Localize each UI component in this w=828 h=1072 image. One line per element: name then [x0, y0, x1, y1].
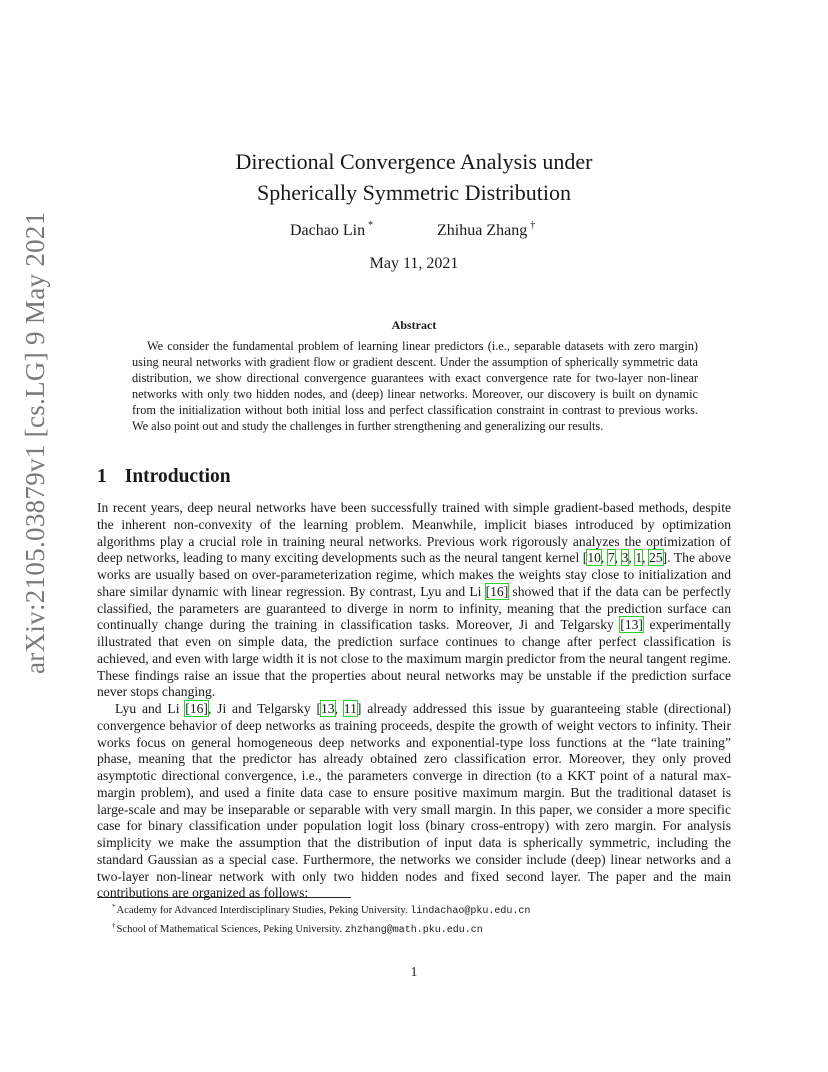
paragraph-text: already addressed this issue by guaranteeing stable (directional) convergence behavior of deep networks as training proceeds, despite the growth of weight vectors to infinity. Their works focus on general homogeneous deep networks and exponential-type loss functions at the “late training” phase, meaning that the predictor has already obtained zero classification error. Moreover, they only proved asymptotic directional convergence, i.e., the parameters converge in direction (to a KKT point of a natural max-margin problem), and used a finite data case to ensure positive maximum margin. But the traditional dataset is large-scale and may be inseparable or separable with very small margin. In this paper, we consider a more specific case for binary classification under population logit loss (binary cross-entropy) with zero margin. For analysis simplicity we make the assumption that the distribution of input data is spherically symmetric, including the standard Gaussian as a special case. Furthermore, the networks we consider include (deep) linear networks and a two-layer non-linear network with only two hidden nodes and fixed second layer. The paper and the main contributions are organized as follows:	[97, 701, 732, 901]
citation-link[interactable]: [16]	[485, 583, 509, 599]
paragraph-text: Lyu and Li	[115, 701, 186, 716]
citation-link[interactable]: 11	[343, 701, 357, 716]
author-name: Zhihua Zhang	[437, 222, 528, 239]
paragraph-text: showed that if the data can be perfectly classified, the parameters are guaranteed to diverge in norm to infinity, meaning that the prediction surface can continually change during the training in classification tasks. Moreover, Ji and Telgarsky	[97, 583, 732, 633]
footnote-affiliation: School of Mathematical Sciences, Peking University.	[116, 924, 345, 935]
paragraph-text: experimentally illustrated that even on simple data, the prediction surface continues to change after perfect classification is achieved, and even with large width it is not close to the maximum margin predictor from the neural tangent regime. These findings raise an issue that the properties about neural networks may be unstable if the prediction surface never stops changing.	[97, 617, 731, 700]
citation-link[interactable]: 10	[587, 550, 601, 566]
footnote-affiliation: Academy for Advanced Interdisciplinary Studies, Peking University.	[116, 905, 411, 916]
paragraph-1	[97, 500, 731, 701]
citation-number: 16	[189, 701, 204, 716]
footnote-mark: †	[112, 922, 116, 930]
introduction-body	[97, 500, 731, 902]
footnote-1	[112, 900, 732, 919]
citation-group: [10, 7, 3, 1, 25]	[582, 550, 668, 566]
author-1	[290, 220, 373, 240]
title-line-2: Spherically Symmetric Distribution	[256, 180, 572, 205]
arxiv-identifier: arXiv:2105.03879v1 [cs.LG] 9 May 2021	[20, 211, 50, 674]
title-line-1: Directional Convergence Analysis under	[235, 149, 593, 174]
footnote-divider	[97, 897, 351, 898]
author-2	[437, 220, 535, 240]
citation-link[interactable]: 7	[607, 550, 615, 566]
footnote-2	[112, 919, 732, 938]
paragraph-text: In recent years, deep neural networks have been successfully trained with simple gradient-based methods, despite the inherent non-convexity of the learning problem. Meanwhile, implicit biases introduced by optimization algorithms play a crucial role in training neural networks. Previous work rigorously analyzes the optimization of deep networks, leading to many exciting developments such as the neural tangent kernel	[97, 500, 731, 566]
citation-number: 16	[490, 583, 504, 599]
paragraph-text: , Ji and Telgarsky	[207, 701, 317, 716]
citation-link[interactable]: [16]	[185, 701, 208, 716]
citation-link[interactable]: 3	[621, 550, 629, 566]
author-name: Dachao Lin	[290, 222, 366, 239]
abstract-body	[132, 338, 698, 435]
citation-number: 13	[624, 617, 639, 633]
citation-link[interactable]: 1	[635, 550, 643, 566]
section-heading	[97, 466, 231, 488]
paragraph-2	[97, 701, 731, 902]
page-number: 1	[410, 964, 418, 979]
footnote-mark: *	[112, 903, 116, 911]
section-number: 1	[97, 466, 107, 487]
publication-date: May 11, 2021	[369, 255, 459, 272]
citation-link[interactable]: [13]	[620, 617, 643, 633]
citation-link[interactable]: 25	[649, 550, 663, 566]
abstract-heading: Abstract	[391, 318, 437, 332]
citation-group: [13, 11]	[316, 701, 362, 716]
author-mark: *	[368, 220, 374, 231]
author-list	[0, 220, 828, 244]
author-email-link[interactable]: zhzhang@math.pku.edu.cn	[344, 925, 483, 936]
section-title: Introduction	[124, 466, 231, 487]
paper-title	[0, 146, 828, 208]
abstract-text: We consider the fundamental problem of learning linear predictors (i.e., separable datasets with zero margin) using neural networks with gradient flow or gradient descent. Under the assumption of spherically symmetric data distribution, we show directional convergence guarantees with exact convergence rate for two-layer non-linear networks with only two hidden nodes, and (deep) linear networks. Moreover, our discovery is built on dynamic from the initialization without both initial loss and perfect classification constraint in contrast to previous works. We also point out and study the challenges in further strengthening and generalizing our results.	[132, 339, 698, 434]
footnotes	[112, 900, 732, 938]
author-mark: †	[530, 220, 536, 231]
author-email-link[interactable]: lindachao@pku.edu.cn	[410, 906, 531, 917]
paragraph-text: . The above works are usually based on over-parameterization regime, which makes the weights stay close to initialization and share similar dynamic with linear regression. By contrast, Lyu and Li	[97, 550, 731, 599]
citation-link[interactable]: 13	[320, 701, 335, 716]
